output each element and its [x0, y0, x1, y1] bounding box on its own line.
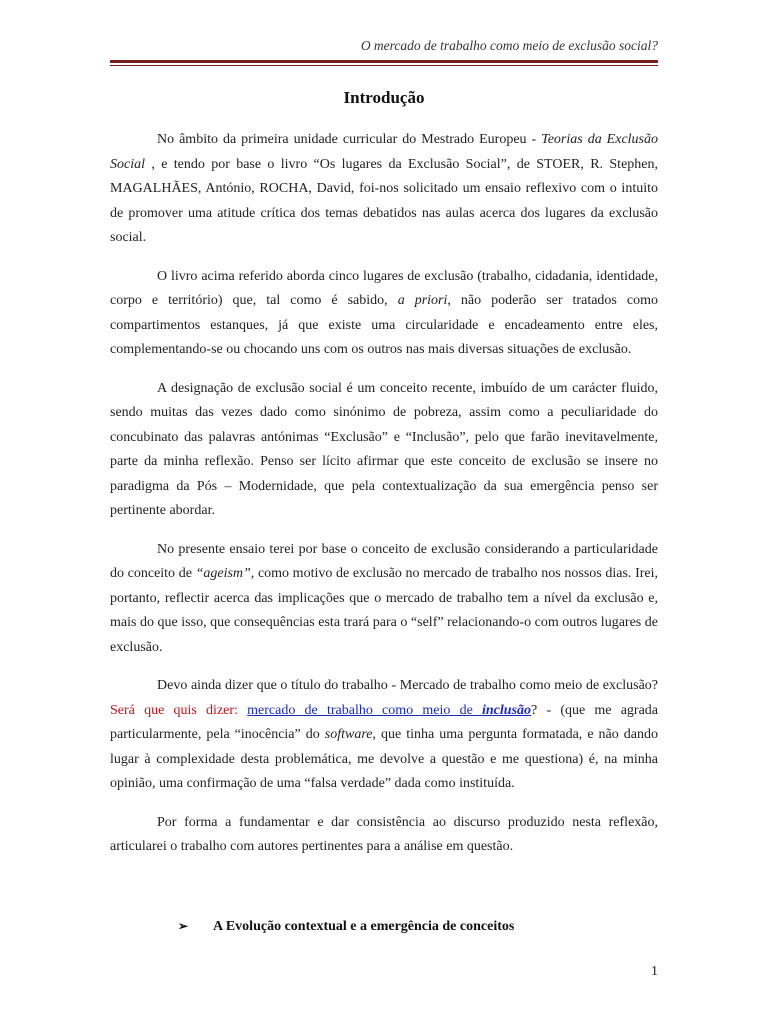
arrow-bullet-icon: ➢: [178, 919, 189, 933]
suggestion-link[interactable]: [247, 703, 531, 718]
paragraph-2: [110, 265, 658, 363]
did-you-mean-text: Será que quis dizer:: [110, 702, 238, 718]
paragraph-4: [110, 538, 658, 661]
p2-text-a: O livro acima referido aborda cinco lugares de exclusão (trabalho, cidadania, identidade, corpo e território) que, tal como é sabido,: [110, 268, 658, 308]
paragraph-3: A designação de exclusão social é um conceito recente, imbuído de um carácter fluido, sendo muitas das vezes dado como sinónimo de pobreza, assim como a peculiaridade do concubinato das palavras antónimas “Exclusão” e “Inclusão”, pelo que farão inevitavelmente, parte da minha reflexão. Penso ser lícito afirmar que este conceito de exclusão se insere no paradigma da Pós – Modernidade, que pela contextualização da sua emergência penso ser pertinente abordar.: [110, 380, 658, 518]
document-body: [110, 128, 658, 870]
p4-text-a: No presente ensaio terei por base o conceito de exclusão considerando a particularidade do conceito de: [110, 541, 658, 581]
p5-text-d: , que tinha uma pergunta formatada, e não dando lugar à complexidade desta problemática, me devolve a questão e me questiona) é, na minha opinião, uma confirmação de uma “falsa verdade” dada como instituída.: [110, 727, 658, 791]
p5-question-mark: ?: [531, 702, 538, 718]
suggestion-link-text: mercado de trabalho como meio de: [247, 702, 482, 718]
p5-italic-software: software: [324, 727, 373, 742]
page-number: 1: [651, 964, 658, 979]
p2-italic-term: a priori: [397, 293, 448, 308]
p4-italic-term: “ageism”,: [195, 566, 255, 581]
paragraph-1: [110, 128, 658, 251]
p1-text-c: , e tendo por base o livro “Os lugares da Exclusão Social”, de STOER, R. Stephen, MAGALHÃES, António, ROCHA, David, foi-nos solicitado um ensaio reflexivo com o intuito de promover uma atitude crítica dos temas debatidos nas aulas acerca dos lugares da exclusão social.: [110, 156, 658, 245]
paragraph-6: Por forma a fundamentar e dar consistência ao discurso produzido nesta reflexão, articularei o trabalho com autores pertinentes para a análise em questão.: [110, 814, 658, 854]
p5-space: [238, 703, 247, 718]
p1-text-a: No âmbito da primeira unidade curricular do Mestrado Europeu -: [157, 132, 542, 147]
header-rule-thin: [110, 65, 658, 66]
running-header: O mercado de trabalho como meio de exclusão social?: [360, 38, 658, 53]
header-rule-thick: [110, 60, 658, 63]
paragraph-5: [110, 674, 658, 797]
p1-italic-title: Teorias da Exclusão Social: [110, 132, 658, 172]
p4-text-c: como motivo de exclusão no mercado de trabalho nos nossos dias. Irei, portanto, reflectir acerca das implicações que o mercado de trabalho tem a nível da exclusão e, mais do que isso, que consequências esta trará para o “self” relacionando-o com outros lugares de exclusão.: [110, 566, 658, 655]
section-heading-text: A Evolução contextual e a emergência de conceitos: [213, 919, 515, 934]
page-title: Introdução: [343, 88, 425, 107]
section-heading: [178, 919, 514, 935]
suggestion-link-emphasis: inclusão: [482, 702, 532, 718]
p5-text-b: - (que me agrada particularmente, pela “inocência” do: [110, 702, 659, 742]
p2-text-c: , não poderão ser tratados como compartimentos estanques, já que existe uma circularidade e encadeamento entre eles, complementando-se ou chocando uns com os outros nas mais diversas situações de exclusão.: [110, 293, 658, 357]
p5-text-a: Devo ainda dizer que o título do trabalho - Mercado de trabalho como meio de exclusão?: [157, 678, 658, 693]
